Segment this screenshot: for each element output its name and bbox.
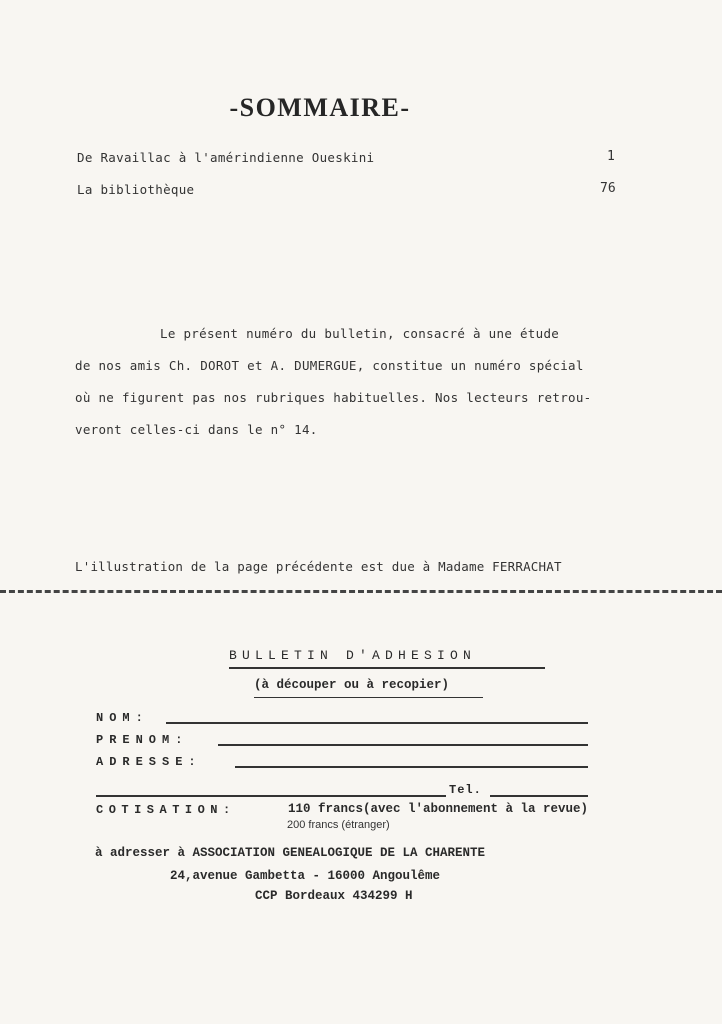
illustration-credit: L'illustration de la page précédente est due à Madame FERRACHAT bbox=[75, 559, 562, 574]
cotisation-amount: 110 francs(avec l'abonnement à la revue) bbox=[288, 802, 589, 816]
tel-label: Tel. bbox=[449, 783, 482, 797]
adresse-label: ADRESSE: bbox=[96, 755, 202, 769]
form-subtitle-underline bbox=[254, 697, 483, 698]
form-title-underline bbox=[229, 667, 545, 669]
cotisation-label: COTISATION: bbox=[96, 803, 236, 817]
address-line: CCP Bordeaux 434299 H bbox=[255, 889, 413, 903]
adresse-line-2-field[interactable] bbox=[96, 795, 446, 797]
form-title: BULLETIN D'ADHESION bbox=[229, 648, 477, 663]
toc-entry-page: 76 bbox=[600, 181, 616, 196]
cotisation-foreign: 200 francs (étranger) bbox=[287, 819, 390, 831]
address-line: à adresser à ASSOCIATION GENEALOGIQUE DE LA CHARENTE bbox=[95, 846, 486, 860]
prenom-field[interactable] bbox=[218, 744, 588, 746]
nom-field[interactable] bbox=[166, 722, 588, 724]
notice-line: où ne figurent pas nos rubriques habituelles. Nos lecteurs retrou- bbox=[75, 390, 592, 405]
toc-entry-title: De Ravaillac à l'amérindienne Oueskini bbox=[77, 150, 375, 165]
notice-line: de nos amis Ch. DOROT et A. DUMERGUE, constitue un numéro spécial bbox=[75, 358, 584, 373]
form-subtitle: (à découper ou à recopier) bbox=[254, 678, 450, 692]
sommaire-title: -SOMMAIRE- bbox=[229, 93, 411, 122]
toc-entry-title: La bibliothèque bbox=[77, 182, 195, 197]
cut-line bbox=[0, 590, 722, 593]
adresse-field[interactable] bbox=[235, 766, 588, 768]
address-line: 24,avenue Gambetta - 16000 Angoulême bbox=[170, 869, 441, 883]
notice-line: Le présent numéro du bulletin, consacré à une étude bbox=[160, 326, 560, 341]
notice-line: veront celles-ci dans le n° 14. bbox=[75, 422, 318, 437]
toc-entry-page: 1 bbox=[607, 149, 615, 164]
prenom-label: PRENOM: bbox=[96, 733, 189, 747]
tel-field[interactable] bbox=[490, 795, 588, 797]
notice-paragraph bbox=[75, 318, 655, 446]
nom-label: NOM: bbox=[96, 711, 149, 725]
